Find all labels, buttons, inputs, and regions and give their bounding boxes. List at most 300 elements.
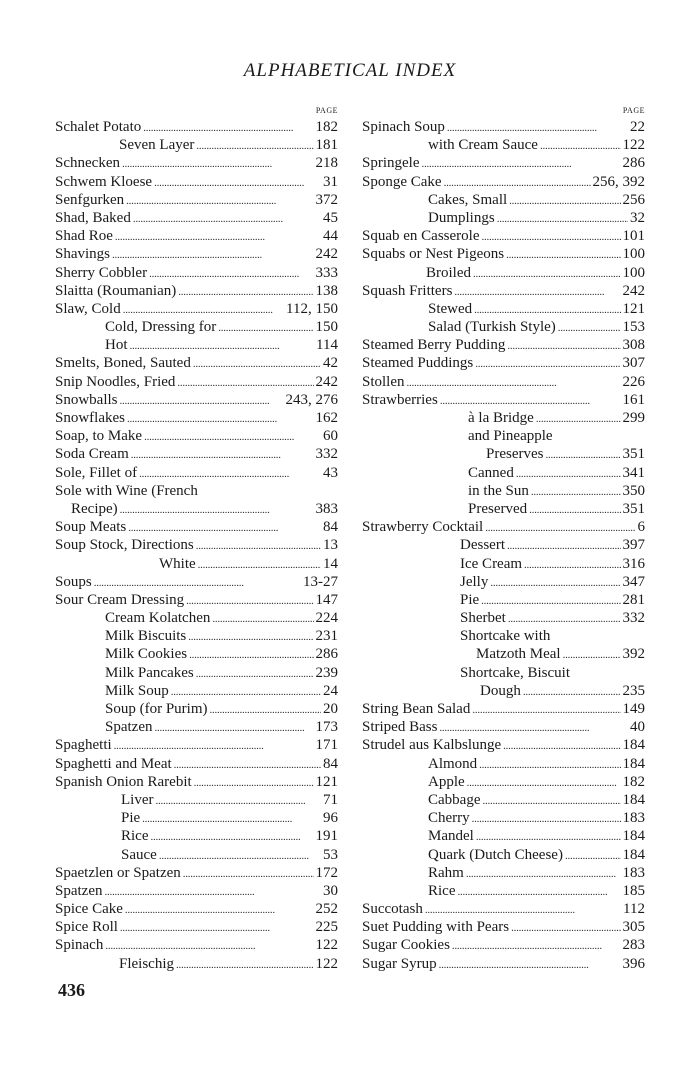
- leader-dots: [94, 573, 301, 591]
- entry-page: 30: [323, 882, 338, 899]
- entry-page: 218: [315, 155, 338, 172]
- index-entry: [362, 391, 645, 409]
- leader-dots: [155, 791, 321, 809]
- leader-dots: [149, 264, 313, 282]
- index-entry: [362, 245, 645, 263]
- entry-page: 308: [622, 337, 645, 354]
- index-entry: [55, 700, 338, 718]
- entry-text: Succotash: [362, 901, 423, 918]
- index-entry: [362, 573, 645, 591]
- entry-text: Snowballs: [55, 391, 118, 408]
- leader-dots: [524, 555, 620, 573]
- entry-page: 392: [622, 646, 645, 663]
- entry-page: 53: [323, 846, 338, 863]
- index-entry: [55, 718, 338, 736]
- leader-dots: [144, 427, 321, 445]
- entry-page: 332: [622, 610, 645, 627]
- entry-page: 184: [622, 737, 645, 754]
- index-entry: [362, 136, 645, 154]
- leader-dots: [196, 664, 314, 682]
- index-entry: [55, 318, 338, 336]
- entry-text: Snip Noodles, Fried: [55, 373, 176, 390]
- entry-text: Snowflakes: [55, 410, 125, 426]
- leader-dots: [123, 300, 284, 318]
- entry-page: 114: [316, 337, 338, 354]
- leader-dots: [126, 191, 313, 209]
- index-entry: [362, 482, 645, 500]
- entry-page: 183: [622, 864, 645, 881]
- entry-text: Steamed Berry Pudding: [362, 337, 506, 354]
- entry-page: 60: [323, 428, 338, 445]
- entry-page: 121: [315, 773, 338, 790]
- entry-text: Stollen: [362, 373, 405, 390]
- index-entry: [362, 464, 645, 482]
- index-entry: [55, 936, 338, 954]
- entry-text: White: [159, 555, 196, 572]
- entry-text: Sponge Cake: [362, 173, 442, 190]
- entry-text: in the Sun: [468, 482, 529, 499]
- entry-text: Hot: [105, 337, 128, 354]
- leader-dots: [188, 627, 313, 645]
- leader-dots: [196, 136, 313, 154]
- index-entry: [362, 591, 645, 609]
- index-entry: [55, 736, 338, 754]
- entry-page: 182: [315, 119, 338, 135]
- leader-dots: [466, 864, 621, 882]
- index-entries: [362, 118, 645, 973]
- entry-text: Quark (Dutch Cheese): [428, 846, 563, 863]
- leader-dots: [507, 336, 620, 354]
- index-entry: [55, 827, 338, 845]
- entry-page: 43: [323, 464, 338, 481]
- leader-dots: [186, 591, 313, 609]
- entry-page: 185: [622, 882, 645, 899]
- entry-page: 32: [630, 209, 645, 226]
- entry-page: 286: [315, 646, 338, 663]
- entry-page: 153: [622, 319, 645, 336]
- entry-page: 239: [315, 664, 338, 681]
- leader-dots: [511, 918, 620, 936]
- leader-dots: [563, 645, 621, 663]
- index-entry: [362, 154, 645, 172]
- entry-page: 122: [315, 937, 338, 954]
- entry-text: Senfgurken: [55, 191, 125, 208]
- entry-text: Rice: [121, 828, 149, 845]
- leader-dots: [105, 936, 313, 954]
- entry-page: 182: [622, 773, 645, 790]
- index-entry: [362, 755, 645, 773]
- index-entry: [362, 609, 645, 627]
- index-entry: [362, 936, 645, 954]
- leader-dots: [558, 318, 621, 336]
- entry-text: Milk Biscuits: [105, 628, 187, 645]
- index-entry: [362, 445, 645, 463]
- leader-dots: [545, 445, 620, 463]
- index-entry: [55, 173, 338, 191]
- entry-text: Cream Kolatchen: [105, 610, 211, 627]
- entry-page: 183: [622, 810, 645, 827]
- entry-page: 242: [315, 246, 338, 263]
- entry-text: Squabs or Nest Pigeons: [362, 246, 505, 263]
- leader-dots: [130, 336, 315, 354]
- entry-text: Salad (Turkish Style): [428, 319, 556, 336]
- index-entry: [55, 336, 338, 354]
- index-entry: [55, 900, 338, 918]
- leader-dots: [531, 482, 621, 500]
- entry-page: 171: [315, 737, 338, 754]
- entry-text: Dumplings: [428, 209, 495, 226]
- entry-page: 184: [622, 791, 645, 808]
- index-entry: [362, 791, 645, 809]
- entry-text: Matzoth Meal: [476, 646, 561, 663]
- entry-text: Mandel: [428, 828, 474, 845]
- index-entry: [55, 191, 338, 209]
- entry-page: 299: [622, 410, 645, 426]
- leader-dots: [178, 282, 313, 300]
- entry-text: Shortcake with: [460, 628, 551, 645]
- leader-dots: [198, 555, 321, 573]
- entry-page: 256: [622, 191, 645, 208]
- page-number: 436: [58, 980, 85, 1000]
- leader-dots: [503, 736, 620, 754]
- index-entry: [362, 173, 645, 191]
- index-entry: [362, 282, 645, 300]
- entry-text: Jelly: [460, 573, 489, 590]
- leader-dots: [565, 846, 621, 864]
- index-entry: [55, 373, 338, 391]
- index-entry: [55, 354, 338, 372]
- entry-text: Sugar Cookies: [362, 937, 450, 954]
- leader-dots: [458, 882, 621, 900]
- entry-text: Soap, to Make: [55, 428, 143, 445]
- entry-page: 45: [323, 209, 338, 226]
- entry-page: 161: [622, 391, 645, 408]
- entry-page: 6: [637, 519, 645, 536]
- entry-page: 305: [622, 919, 645, 936]
- entry-text: and Pineapple: [468, 428, 553, 445]
- entry-page: 84: [323, 755, 338, 772]
- entry-text: Soup Stock, Directions: [55, 537, 194, 554]
- leader-dots: [454, 282, 620, 300]
- entry-page: 84: [323, 519, 338, 536]
- entry-page: 112, 150: [286, 300, 338, 317]
- leader-dots: [212, 609, 313, 627]
- entry-page: 184: [622, 828, 645, 845]
- leader-dots: [509, 191, 620, 209]
- leader-dots: [472, 809, 621, 827]
- index-entry: [55, 227, 338, 245]
- index-column-right: [362, 104, 645, 973]
- index-entry: [55, 846, 338, 864]
- leader-dots: [120, 391, 284, 409]
- leader-dots: [139, 464, 321, 482]
- entry-text: Strawberry Cocktail: [362, 519, 484, 536]
- index-entry: [362, 645, 645, 663]
- entry-text: Squash Fritters: [362, 282, 453, 299]
- entry-text: Shavings: [55, 246, 111, 263]
- leader-dots: [439, 718, 628, 736]
- entry-text: Preserved: [468, 500, 528, 517]
- entry-page: 231: [315, 628, 338, 645]
- entry-page: 20: [323, 701, 338, 717]
- entry-page: 351: [622, 500, 645, 517]
- index-entry: [362, 827, 645, 845]
- entry-page: 100: [622, 264, 645, 281]
- entry-page: 162: [315, 410, 338, 426]
- index-entry: [55, 591, 338, 609]
- entry-text: Spinach Soup: [362, 119, 445, 135]
- entry-text: Springele: [362, 155, 420, 172]
- entry-text: Steamed Puddings: [362, 355, 474, 372]
- leader-dots: [473, 264, 621, 282]
- leader-dots: [193, 354, 321, 372]
- index-entry: [362, 336, 645, 354]
- entry-text: Shortcake, Biscuit: [460, 664, 570, 681]
- index-entry: [362, 354, 645, 372]
- leader-dots: [120, 500, 314, 518]
- entry-page: 173: [315, 719, 338, 736]
- index-entry: [55, 282, 338, 300]
- entry-text: Schalet Potato: [55, 119, 142, 135]
- entry-text: Spice Cake: [55, 901, 123, 918]
- leader-dots: [154, 173, 321, 191]
- index-entry: [55, 300, 338, 318]
- entry-text: Pie: [460, 591, 480, 608]
- entry-text: Squab en Casserole: [362, 228, 480, 245]
- entry-text: String Bean Salad: [362, 701, 471, 717]
- index-entry: [55, 627, 338, 645]
- entry-text: Rice: [428, 882, 456, 899]
- entry-text: Spinach: [55, 937, 104, 954]
- index-entry: [362, 373, 645, 391]
- entry-text: Striped Bass: [362, 719, 438, 736]
- leader-dots: [407, 373, 621, 391]
- entry-text: Schnecken: [55, 155, 120, 172]
- index-entry: [55, 682, 338, 700]
- leader-dots: [120, 918, 314, 936]
- leader-dots: [481, 591, 620, 609]
- leader-dots: [536, 409, 621, 427]
- index-entry: [362, 427, 645, 445]
- index-entry: [55, 136, 338, 154]
- entry-text: Milk Soup: [105, 682, 169, 699]
- index-entry: [362, 518, 645, 536]
- entry-page: 341: [622, 464, 645, 481]
- entry-text: Canned: [468, 464, 514, 481]
- entry-text: Spaghetti: [55, 737, 112, 754]
- index-entry: [362, 500, 645, 518]
- entry-page: 14: [323, 555, 338, 572]
- entry-page: 31: [323, 173, 338, 190]
- entry-text: Rahm: [428, 864, 464, 881]
- leader-dots: [114, 736, 314, 754]
- leader-dots: [143, 118, 313, 136]
- index-entry: [362, 664, 645, 682]
- leader-dots: [127, 409, 314, 427]
- entry-text: Sauce: [121, 846, 157, 863]
- index-entry: [362, 227, 645, 245]
- entry-page: 281: [622, 591, 645, 608]
- entry-text: Spaetzlen or Spatzen: [55, 864, 181, 881]
- page-column-header: PAGE: [315, 106, 338, 115]
- index-entry: [55, 209, 338, 227]
- entry-text: Soups: [55, 573, 92, 590]
- index-entry: [55, 445, 338, 463]
- leader-dots: [482, 791, 620, 809]
- entry-page: 256, 392: [592, 173, 645, 190]
- leader-dots: [474, 300, 620, 318]
- leader-dots: [425, 900, 621, 918]
- entry-page: 242: [315, 373, 338, 390]
- entry-page: 347: [622, 573, 645, 590]
- entry-text: Spice Roll: [55, 919, 118, 936]
- entry-text: Cold, Dressing for: [105, 319, 217, 336]
- index-entry: [362, 700, 645, 718]
- entry-page: 13: [323, 537, 338, 554]
- leader-dots: [422, 154, 621, 172]
- leader-dots: [218, 318, 313, 336]
- entry-page: 71: [323, 791, 338, 808]
- index-entry: [55, 773, 338, 791]
- entry-page: 243, 276: [285, 391, 338, 408]
- index-entry: [55, 264, 338, 282]
- index-entry: [362, 864, 645, 882]
- index-entry: [55, 500, 338, 518]
- entry-text: Schwem Kloese: [55, 173, 153, 190]
- leader-dots: [472, 700, 620, 718]
- entry-text: Spaghetti and Meat: [55, 755, 172, 772]
- index-entries: [55, 118, 338, 973]
- entry-page: 22: [630, 119, 645, 135]
- index-entry: [362, 555, 645, 573]
- index-entry: [362, 900, 645, 918]
- index-entry: [55, 882, 338, 900]
- index-entry: [55, 536, 338, 554]
- leader-dots: [196, 536, 321, 554]
- leader-dots: [171, 682, 321, 700]
- entry-text: Sugar Syrup: [362, 955, 437, 972]
- entry-page: 224: [315, 610, 338, 627]
- index-entry: [362, 773, 645, 791]
- entry-text: Slaw, Cold: [55, 300, 121, 317]
- entry-page: 112: [623, 901, 645, 918]
- leader-dots: [115, 227, 321, 245]
- entry-page: 242: [622, 282, 645, 299]
- entry-text: Sherbet: [460, 610, 506, 627]
- entry-page: 252: [315, 901, 338, 918]
- leader-dots: [176, 955, 314, 973]
- entry-text: Almond: [428, 755, 478, 772]
- entry-page: 122: [315, 955, 338, 972]
- index-entry: [55, 245, 338, 263]
- index-entry: [362, 209, 645, 227]
- index-entry: [55, 391, 338, 409]
- entry-text: Preserves: [486, 446, 544, 463]
- entry-text: Dessert: [460, 537, 505, 554]
- leader-dots: [508, 609, 621, 627]
- index-entry: [362, 955, 645, 973]
- leader-dots: [189, 645, 313, 663]
- leader-dots: [529, 500, 620, 518]
- leader-dots: [516, 464, 621, 482]
- leader-dots: [142, 809, 321, 827]
- index-entry: [55, 918, 338, 936]
- index-entry: [362, 682, 645, 700]
- entry-text: Sour Cream Dressing: [55, 591, 185, 608]
- entry-page: 350: [622, 482, 645, 499]
- entry-page: 147: [315, 591, 338, 608]
- page-title: ALPHABETICAL INDEX: [243, 60, 457, 81]
- index-entry: [55, 555, 338, 573]
- index-entry: [55, 482, 338, 500]
- entry-page: 150: [315, 319, 338, 336]
- index-entry: [55, 791, 338, 809]
- index-entry: [55, 664, 338, 682]
- entry-text: Apple: [428, 773, 465, 790]
- entry-text: Ice Cream: [460, 555, 523, 572]
- entry-page: 191: [315, 828, 338, 845]
- leader-dots: [133, 209, 321, 227]
- leader-dots: [490, 573, 620, 591]
- index-entry: [55, 118, 338, 136]
- entry-text: Soup Meats: [55, 519, 127, 536]
- index-entry: [55, 809, 338, 827]
- leader-dots: [174, 755, 321, 773]
- entry-page: 181: [315, 137, 338, 154]
- entry-text: Liver: [121, 791, 154, 808]
- leader-dots: [122, 154, 314, 172]
- entry-text: Suet Pudding with Pears: [362, 919, 510, 936]
- entry-text: à la Bridge: [468, 410, 534, 426]
- entry-page: 101: [622, 228, 645, 245]
- index-column-left: [55, 104, 338, 973]
- entry-page: 351: [622, 446, 645, 463]
- entry-text: Slaitta (Roumanian): [55, 282, 177, 299]
- leader-dots: [440, 391, 621, 409]
- entry-page: 100: [622, 246, 645, 263]
- entry-page: 40: [630, 719, 645, 736]
- leader-dots: [479, 755, 620, 773]
- leader-dots: [131, 445, 314, 463]
- entry-text: Smelts, Boned, Sauted: [55, 355, 191, 372]
- index-entry: [55, 755, 338, 773]
- entry-page: 13-27: [303, 573, 338, 590]
- leader-dots: [540, 136, 621, 154]
- leader-dots: [210, 700, 322, 718]
- index-entry: [362, 846, 645, 864]
- leader-dots: [439, 955, 621, 973]
- entry-page: 42: [323, 355, 338, 372]
- entry-text: Shad Roe: [55, 228, 113, 245]
- leader-dots: [476, 827, 621, 845]
- entry-text: Cherry: [428, 810, 470, 827]
- index-entry: [55, 518, 338, 536]
- leader-dots: [475, 354, 620, 372]
- entry-page: 122: [622, 137, 645, 154]
- entry-text: Milk Pancakes: [105, 664, 194, 681]
- entry-page: 44: [323, 228, 338, 245]
- leader-dots: [506, 245, 620, 263]
- entry-text: Milk Cookies: [105, 646, 188, 663]
- index-entry: [55, 955, 338, 973]
- leader-dots: [159, 846, 321, 864]
- entry-page: 226: [622, 373, 645, 390]
- index-entry: [55, 573, 338, 591]
- entry-text: Sole, Fillet of: [55, 464, 138, 481]
- leader-dots: [467, 773, 621, 791]
- entry-text: Cabbage: [428, 791, 481, 808]
- entry-page: 283: [622, 937, 645, 954]
